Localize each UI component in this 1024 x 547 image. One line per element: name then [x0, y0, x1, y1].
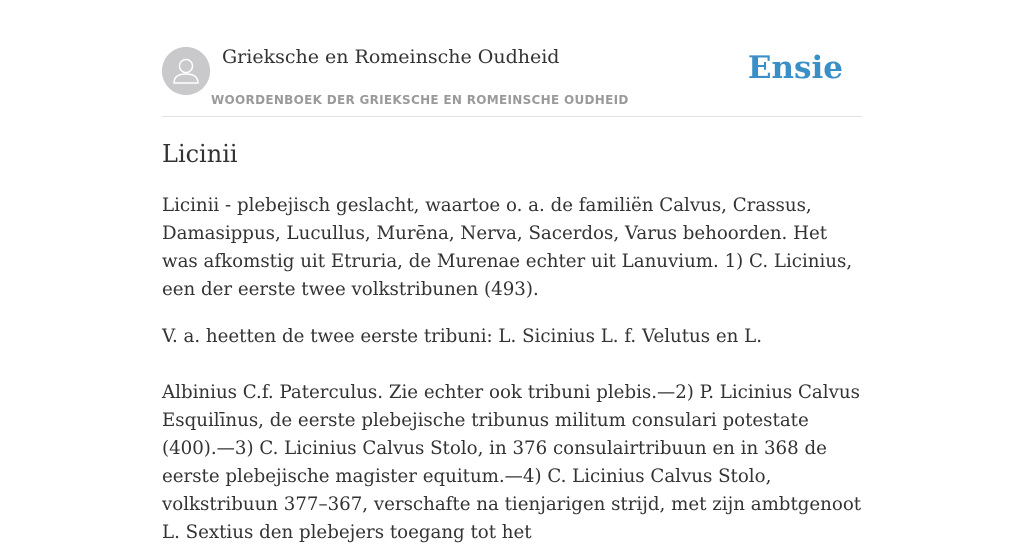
brand-logo[interactable]: Ensie	[747, 50, 843, 86]
page-title: Licinii	[162, 140, 238, 168]
article-paragraph: Licinii - plebejisch geslacht, waartoe o. a. de familiën Calvus, Crassus, Damasippus, Lucullus, Murēna, Nerva, Sacerdos, Varus behoorden. Het was afkomstig uit Etruria, de Murenae echter uit Lanuvium. 1) C. Licinius, een der eerste twee volkstribunen (493).	[162, 195, 853, 300]
user-icon	[162, 47, 210, 95]
page-header	[162, 44, 862, 117]
article-paragraph: V. a. heetten de twee eerste tribuni: L. Sicinius L. f. Velutus en L.	[162, 326, 763, 347]
article	[162, 138, 866, 547]
site-subtitle[interactable]: WOORDENBOEK DER GRIEKSCHE EN ROMEINSCHE OUDHEID	[211, 93, 629, 107]
site-title[interactable]: Grieksche en Romeinsche Oudheid	[222, 46, 560, 68]
article-paragraph: Albinius C.f. Paterculus. Zie echter ook tribuni plebis.—2) P. Licinius Calvus Esquilīnus, de eerste plebejische tribunus militum consulari potestate (400).—3) C. Licinius Calvus Stolo, in 376 consulairtribuun en in 368 de eerste plebejische magister equitum.—4) C. Licinius Calvus Stolo, volkstribuun 377–367, verschafte na tienjarigen strijd, met zijn ambtgenoot L. Sextius den plebejers toegang tot het	[162, 382, 862, 543]
avatar[interactable]	[162, 47, 210, 95]
